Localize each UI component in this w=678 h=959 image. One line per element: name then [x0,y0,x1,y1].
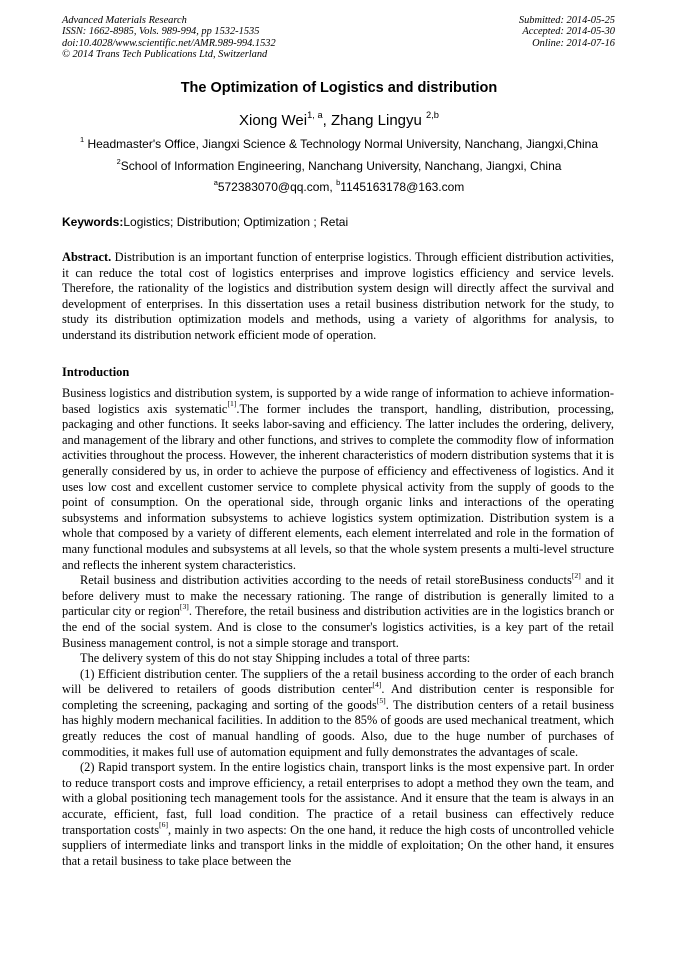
affiliation-1-mark: 1 [79,134,85,144]
email-a-mark: a [213,177,218,187]
abstract [62,250,614,344]
author-1: Xiong Wei [239,112,308,129]
author-1-mark: 1, a [307,109,323,120]
author-2-mark: 2,b [426,109,439,120]
paragraph-1-text-b: .The former includes the transport, handling, distribution, processing, packaging and other functions. It seeks labor-saving and efficiency. The latter includes the ordering, delivery, and management of the library and other functions, and strives to complete the commodity flow of information activities throughout the process. However, the inherent characteristics of modern distribution systems that it is generally considered by us, in order to achieve the purpose of efficiency and effectiveness of logistics. And it uses low cost and excellent customer service to complete physical activity from the supply of goods to the point of consumption. On the operational side, through organic links and interactions of the operating subsystems and information subsystems to achieve logistics system optimization. Distribution system is a whole that composed by a variety of different elements, each element interrelated and role in the formation of many functional modules and subsystems at all levels, so that the whole system presents a multi-level structure and reflects the inherent system characteristics. [62,401,614,572]
journal-header [62,15,276,61]
accepted-date: Accepted: 2014-05-30 [522,26,615,38]
journal-name: Advanced Materials Research [62,15,187,26]
paragraph-5-text-a: (2) Rapid transport system. In the entire logistics chain, transport links is the most expensive part. In order to reduce transport costs and improve efficiency, a retail enterprises to adopt a method they own the team, and with a global positioning tech management tools for the assistance. And it ensure that the team is always in an accurate, efficient, fast, full load condition. The practice of a retail business can effectively reduce transportation costs [62,760,614,837]
paragraph-2-text-b: and it before delivery must to make the necessary rationing. The range of distribution is generally limited to a particular city or region [62,573,614,619]
keywords [62,215,622,229]
affiliation-1-text: Headmaster's Office, Jiangxi Science & Technology Normal University, Nanchang, Jiangxi,China [84,137,598,151]
paper-title: The Optimization of Logistics and distribution [180,80,498,96]
citation-2: [2] [571,570,581,580]
affiliation-2-mark: 2 [116,156,121,166]
affiliation-1 [0,134,678,151]
citation-5: [5] [376,695,386,705]
paragraph-2-text-c: . Therefore, the retail business and distribution activities are in the logistics branch or the end of the social system. And is close to the consumer's logistics activities, is a key part of the retail Business management control, is not a simple storage and transport. [62,604,615,650]
online-date: Online: 2014-07-16 [532,37,615,49]
copyright-line: © 2014 Trans Tech Publications Ltd, Switzerland [62,49,268,61]
paragraph-5 [62,760,614,869]
paragraph-4-text-b: . And distribution center is responsible for completing the screening, packaging and sorting of the goods [62,682,614,712]
paragraph-1-text-a: Business logistics and distribution system, is supported by a wide range of information to achieve information-based logistics axis systematic [62,386,614,416]
author-list [0,109,678,129]
citation-3: [3] [179,602,189,612]
introduction-body [62,386,614,869]
author-emails [0,177,678,194]
paragraph-4-text-a: (1) Efficient distribution center. The suppliers of the a retail business according to the order of each branch will be delivered to retailers of goods distribution center [62,666,614,697]
doi-line: doi:10.4028/www.scientific.net/AMR.989-994.1532 [62,37,276,49]
paragraph-1 [62,386,614,573]
paragraph-2 [62,570,615,651]
affiliation-2 [0,156,678,173]
citation-1: [1] [227,399,237,409]
paragraph-4 [62,667,614,761]
keywords-label: Keywords: [62,215,124,229]
keywords-list: Logistics; Distribution; Optimization ; Retai [123,215,349,229]
citation-6: [6] [159,820,168,830]
author-separator: , [322,112,331,129]
paragraph-5-text-b: , mainly in two aspects: On the one hand, it reduce the high costs of uncontrolled vehicle suppliers of intermediate links and transport links in the middle of exploitation; On the other hand, it ensures that a retail business to take place between the [62,822,614,868]
dates-header [519,15,615,49]
paragraph-2-text-a: Retail business and distribution activities according to the needs of retail storeBusiness conducts [80,573,572,588]
citation-4: [4] [372,680,382,690]
submitted-date: Submitted: 2014-05-25 [518,15,615,26]
affiliation-2-text: School of Information Engineering, Nanchang University, Nanchang, Jiangxi, China [120,159,562,173]
email-a: 572383070@qq.com, [217,180,337,194]
issn-line: ISSN: 1662-8985, Vols. 989-994, pp 1532-1535 [62,26,260,38]
paragraph-3: The delivery system of this do not stay Shipping includes a total of three parts: [80,651,471,666]
email-b-mark: b [336,177,341,187]
section-heading-introduction: Introduction [62,365,130,379]
author-2: Zhang Lingyu [330,112,427,129]
abstract-label: Abstract. [62,250,112,264]
email-b: 1145163178@163.com [340,180,465,194]
abstract-text: Distribution is an important function of enterprise logistics. Through efficient distribution activities, it can reduce the total cost of logistics enterprises and improve logistics efficiency and service levels. Therefore, the rationality of the logistics and distribution system design will directly affect the survival and development of enterprises. In this dissertation uses a retail business distribution network for the study, to study its distribution optimization models and methods, using a variety of algorithms for analysis, to understand its distribution network efficient mode of operation. [62,250,614,342]
paragraph-4-text-c: . The distribution centers of a retail business has highly modern mechanical facilities. In addition to the 85% of goods are used mechanical treatment, which greatly reduces the cost of manual handling of goods. Also, due to the huge number of purchases of commodities, it makes full use of automation equipment and fully demonstrates the advantages of scale. [62,697,615,759]
